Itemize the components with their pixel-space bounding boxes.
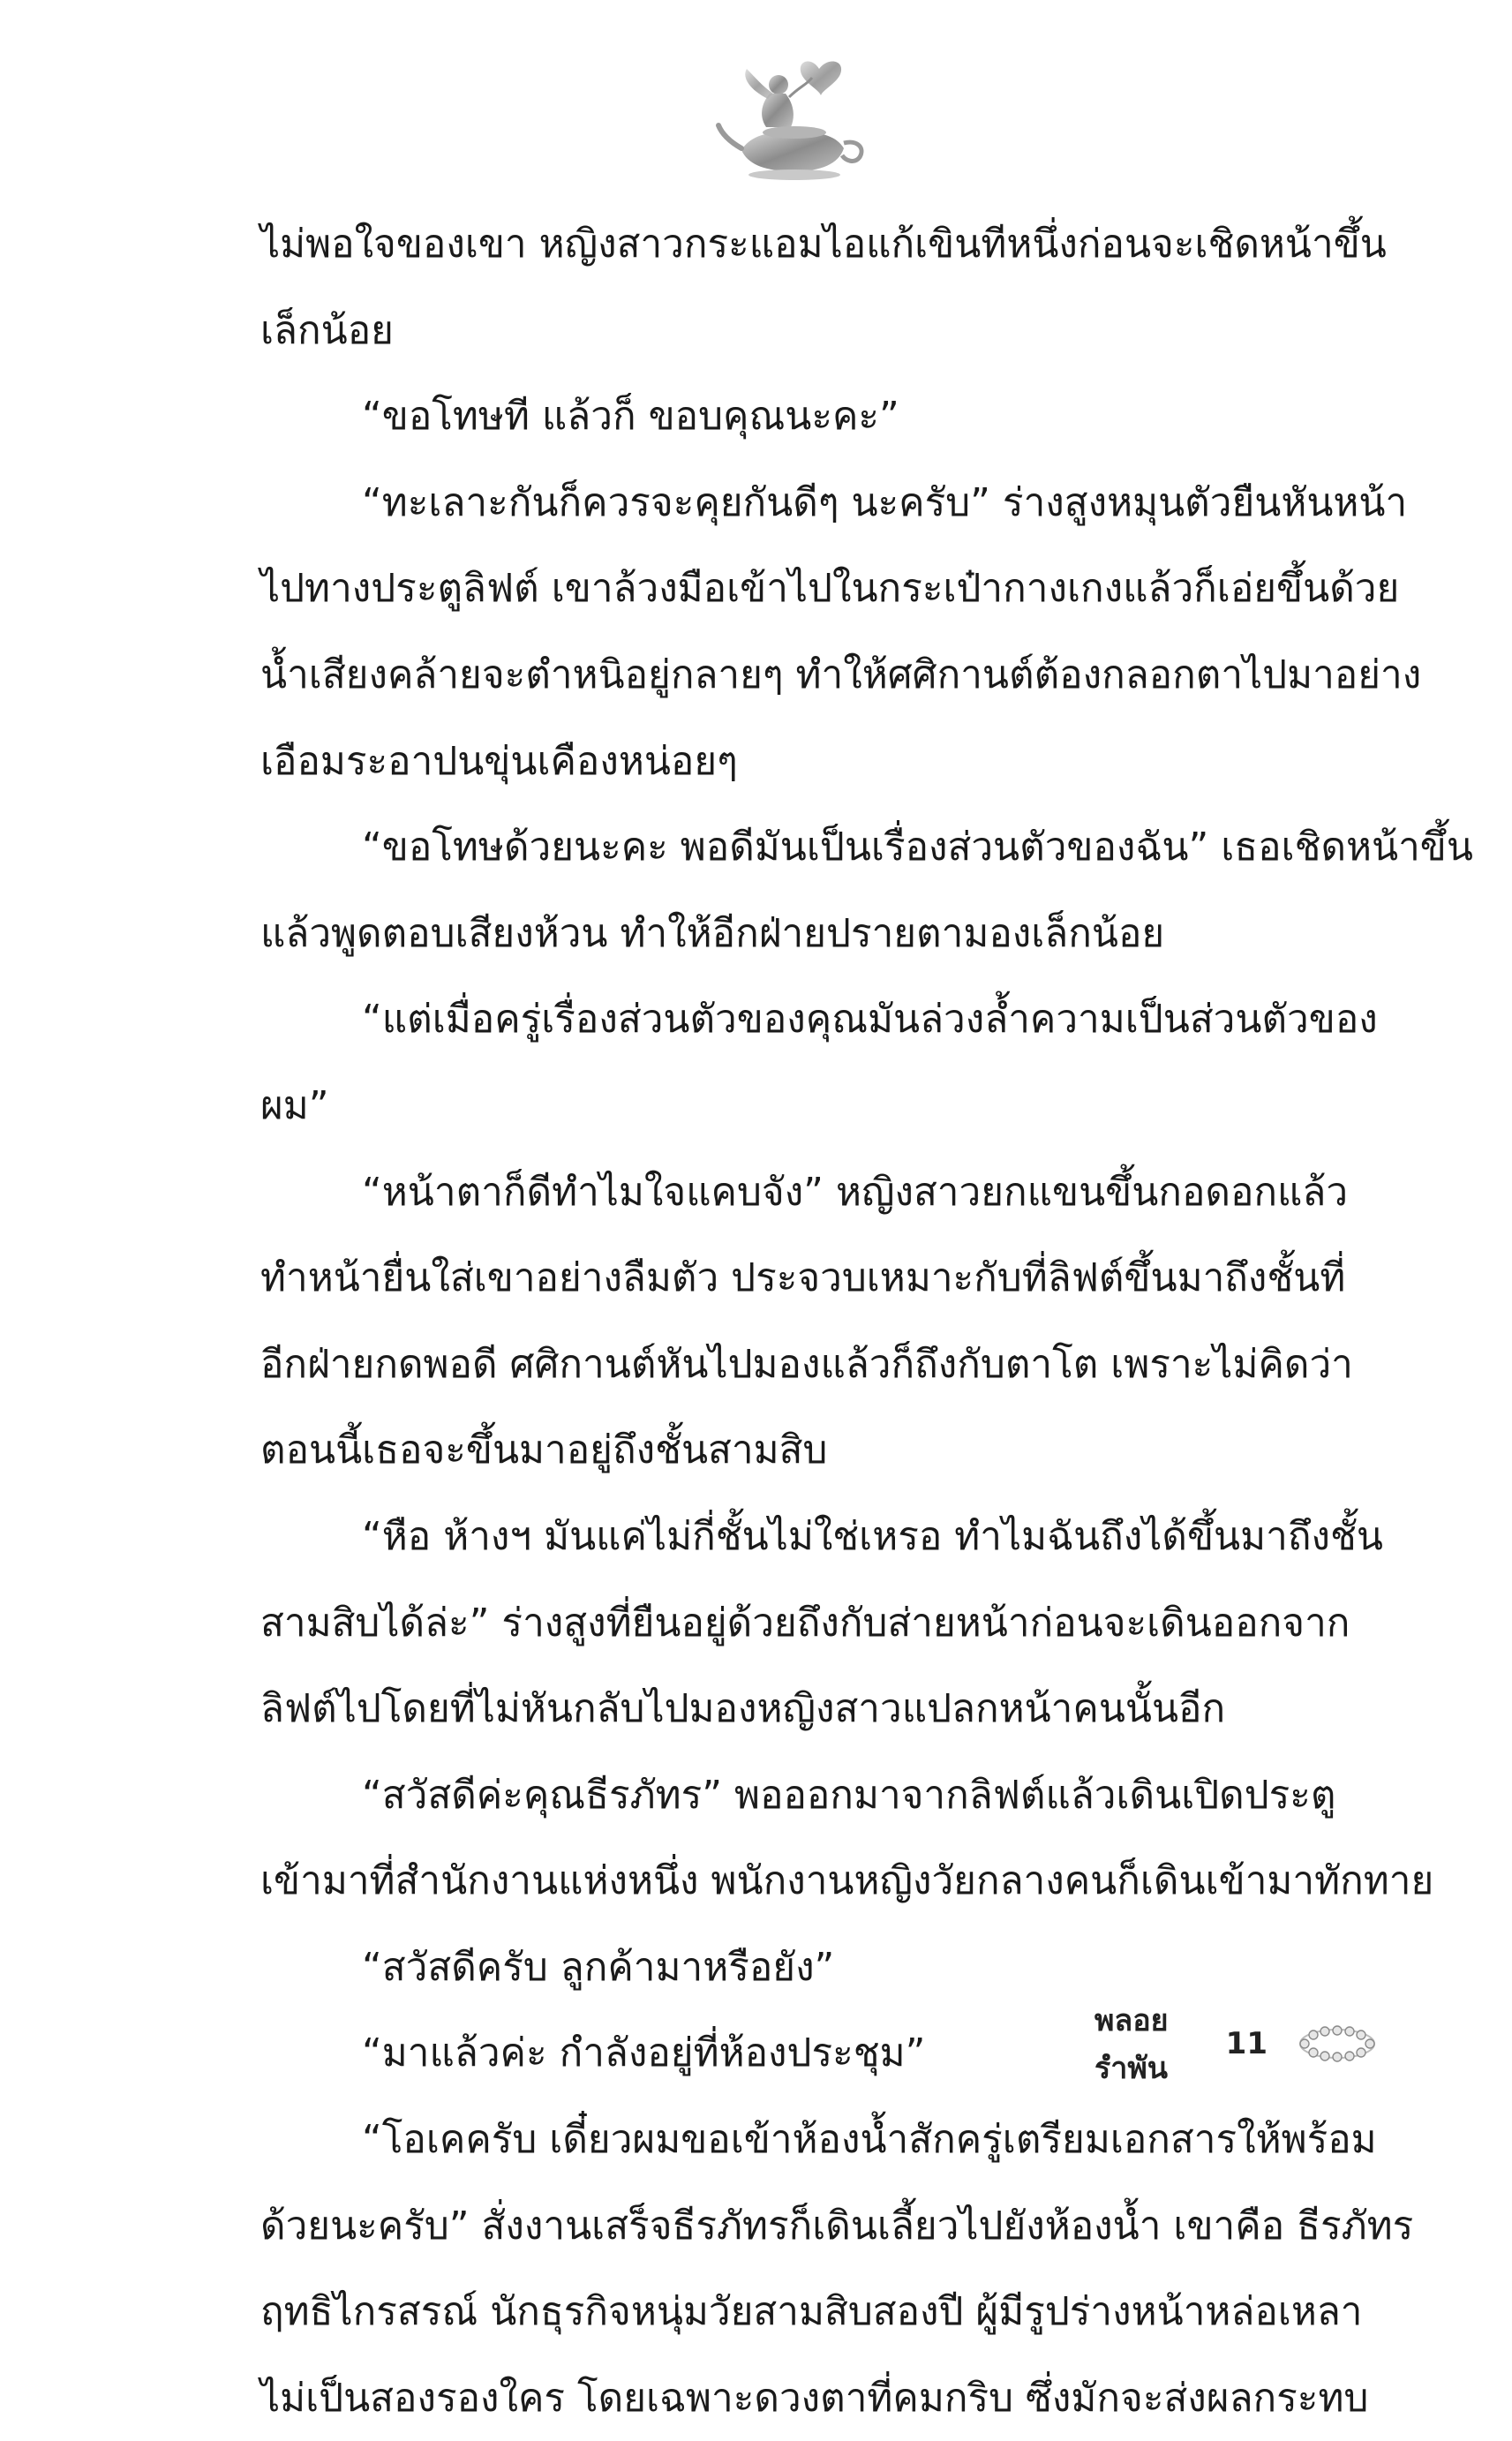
page-footer xyxy=(1095,2003,1377,2086)
text-line: “สวัสดีค่ะคุณธีรภัทร” พอออกมาจากลิฟต์แล้วเดินเปิดประตู xyxy=(362,1772,1336,1818)
book-title: พลอยรำพัน xyxy=(1095,2003,1169,2086)
text-line: น้ำเสียงคล้ายจะตำหนิอยู่กลายๆ ทำให้ศศิกานต์ต้องกลอกตาไปมาอย่าง xyxy=(260,652,1422,697)
text-line: ไม่เป็นสองรองใคร โดยเฉพาะดวงตาที่คมกริบ ซึ่งมักจะส่งผลกระทบ xyxy=(260,2375,1369,2421)
text-line: ฤทธิไกรสรณ์ นักธุรกิจหนุ่มวัยสามสิบสองปี ผู้มีรูปร่างหน้าหล่อเหลา xyxy=(260,2289,1363,2335)
text-line: อีกฝ่ายกดพอดี ศศิกานต์หันไปมองแล้วก็ถึงกับตาโต เพราะไม่คิดว่า xyxy=(260,1341,1353,1387)
teapot-cupid-icon xyxy=(715,51,874,184)
text-line: “ทะเลาะกันก็ควรจะคุยกันดีๆ นะครับ” ร่างสูงหมุนตัวยืนหันหน้า xyxy=(362,479,1408,525)
text-line: ไม่พอใจของเขา หญิงสาวกระแอมไอแก้เขินทีหนึ่งก่อนจะเชิดหน้าขึ้น xyxy=(260,222,1387,267)
text-line: “มาแล้วค่ะ กำลังอยู่ที่ห้องประชุม” xyxy=(362,2030,926,2076)
bead-bracelet-icon xyxy=(1298,2024,1377,2063)
body-text xyxy=(260,201,1473,2441)
text-line: ลิฟต์ไปโดยที่ไม่หันกลับไปมองหญิงสาวแปลกหน้าคนนั้นอีก xyxy=(260,1686,1226,1732)
text-line: ตอนนี้เธอจะขึ้นมาอยู่ถึงชั้นสามสิบ xyxy=(260,1428,828,1473)
text-line: เข้ามาที่สำนักงานแห่งหนึ่ง พนักงานหญิงวัยกลางคนก็เดินเข้ามาทักทาย xyxy=(260,1858,1434,1904)
text-line: ผม” xyxy=(260,1082,329,1128)
text-line: ทำหน้ายื่นใส่เขาอย่างลืมตัว ประจวบเหมาะกับที่ลิฟต์ขึ้นมาถึงชั้นที่ xyxy=(260,1255,1346,1301)
text-line: แล้วพูดตอบเสียงห้วน ทำให้อีกฝ่ายปรายตามองเล็กน้อย xyxy=(260,910,1165,956)
text-line: “หน้าตาก็ดีทำไมใจแคบจัง” หญิงสาวยกแขนขึ้นกอดอกแล้ว xyxy=(362,1169,1349,1215)
text-line: “ขอโทษที แล้วก็ ขอบคุณนะคะ” xyxy=(362,394,899,440)
text-line: เอือมระอาปนขุ่นเคืองหน่อยๆ xyxy=(260,738,738,784)
text-line: ไปทางประตูลิฟต์ เขาล้วงมือเข้าไปในกระเป๋ากางเกงแล้วก็เอ่ยขึ้นด้วย xyxy=(260,566,1400,612)
text-line: “หือ ห้างฯ มันแค่ไม่กี่ชั้นไม่ใช่เหรอ ทำไมฉันถึงได้ขึ้นมาถึงชั้น xyxy=(362,1513,1383,1559)
text-line: ด้วยนะครับ” สั่งงานเสร็จธีรภัทรก็เดินเลี้ยวไปยังห้องน้ำ เขาคือ ธีรภัทร xyxy=(260,2203,1414,2249)
text-line: “โอเคครับ เดี๋ยวผมขอเข้าห้องน้ำสักครู่เตรียมเอกสารให้พร้อม xyxy=(362,2117,1377,2163)
page-number: 11 xyxy=(1225,2026,1268,2061)
text-line: “ขอโทษด้วยนะคะ พอดีมันเป็นเรื่องส่วนตัวของฉัน” เธอเชิดหน้าขึ้น xyxy=(362,825,1473,870)
text-line: “แต่เมื่อครู่เรื่องส่วนตัวของคุณมันล่วงล้ำความเป็นส่วนตัวของ xyxy=(362,997,1378,1043)
text-line: เล็กน้อย xyxy=(260,307,394,353)
text-line: “สวัสดีครับ ลูกค้ามาหรือยัง” xyxy=(362,1944,835,1990)
text-line: สามสิบได้ล่ะ” ร่างสูงที่ยืนอยู่ด้วยถึงกับส่ายหน้าก่อนจะเดินออกจาก xyxy=(260,1600,1350,1646)
